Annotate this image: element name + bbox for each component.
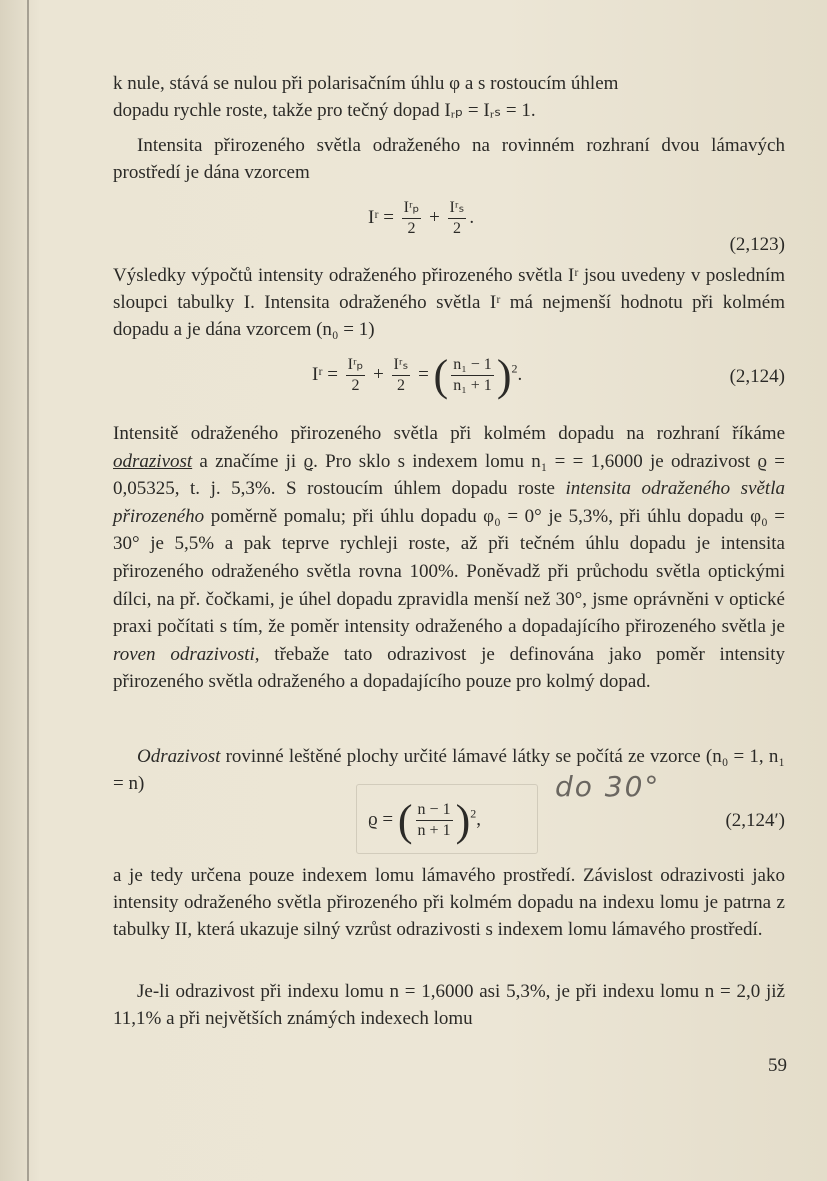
frac-num: Iʳₛ	[448, 198, 467, 219]
frac-den: 2	[407, 220, 416, 237]
equals-sign: =	[418, 363, 429, 385]
period: .	[469, 206, 475, 228]
comma: ,	[476, 808, 481, 830]
equation-number: (2,124)	[729, 366, 785, 387]
italic-phrase: roven odrazivosti	[113, 643, 255, 665]
paragraph-1	[113, 70, 785, 124]
text-span: rovinné leštěné plochy určité lámavé látky se počítá ze vzorce (n₀ = 1, n₁ = n)	[113, 746, 785, 794]
fraction	[448, 198, 467, 239]
eq-lhs: Iʳ =	[368, 206, 394, 228]
paragraph-text: Je-li odrazivost při indexu lomu n = 1,6000 asi 5,3%, je při indexu lomu n = 2,0 již 11,1% a při největších známých indexech lomu	[113, 981, 785, 1029]
italic-term: Odrazivost	[137, 746, 221, 767]
paragraph-2	[113, 132, 785, 186]
exponent: 2	[511, 361, 518, 376]
equation-number: (2,123)	[729, 234, 785, 255]
frac-den: 2	[396, 377, 405, 394]
frac-num: Iʳₛ	[392, 355, 411, 376]
text-span: , třebaže tato odrazivost je definována jako poměr intensity přirozeného světla odraženého a dopadajícího pouze pro kolmý dopad.	[113, 643, 785, 693]
fraction	[416, 800, 453, 841]
paragraph-text	[113, 420, 785, 696]
page-number: 59	[768, 1055, 787, 1076]
frac-num: n₁ − 1	[451, 355, 494, 376]
text-span: . Pro sklo s indexem lomu n₁ = = 1,6000 je odrazivost ϱ = 0,05325, t. j. 5,3%. S rostoucím úhlem dopadu roste	[113, 450, 785, 500]
binding-edge	[27, 0, 29, 1181]
fraction	[402, 198, 422, 239]
paragraph-text: Intensita přirozeného světla odraženého na rovinném rozhraní dvou lámavých prostředí je dána vzorcem	[113, 135, 785, 183]
italic-phrase: intensita odraženého světla přirozeného	[113, 478, 785, 527]
paragraph-3	[113, 262, 785, 343]
eq-lhs: ϱ =	[368, 808, 394, 830]
frac-num: n − 1	[416, 800, 453, 821]
right-paren: )	[496, 351, 512, 400]
text-line: dopadu rychle roste, takže pro tečný dopad Iᵣₚ = Iᵣₛ = 1.	[113, 100, 536, 121]
exponent: 2	[470, 806, 477, 821]
fraction	[451, 355, 494, 396]
eq-lhs: Iʳ =	[312, 363, 338, 385]
text-span: Intensitě odraženého přirozeného světla při kolmém dopadu na rozhraní říkáme	[113, 423, 785, 444]
paragraph-text: a je tedy určena pouze indexem lomu lámavého prostředí. Závislost odrazivosti jako intensity odraženého světla přirozeného při kolmém dopadu na indexu lomu je patrna z tabulky II, která ukazuje silný vzrůst odrazivosti s indexem lomu lámavého prostředí.	[113, 865, 785, 940]
left-paren: (	[397, 796, 413, 845]
paragraph-4	[113, 420, 785, 696]
frac-den: 2	[452, 220, 461, 237]
frac-den: 2	[351, 377, 360, 394]
right-paren: )	[455, 796, 471, 845]
text-span: a značíme ji	[192, 450, 304, 472]
plus-sign: +	[373, 363, 384, 385]
text-line: k nule, stává se nulou při polarisačním úhlu φ a s rostoucím úhlem	[113, 73, 619, 94]
equation-number: (2,124′)	[725, 810, 785, 831]
plus-sign: +	[429, 206, 440, 228]
frac-num: Iʳₚ	[402, 198, 422, 219]
left-paren: (	[433, 351, 449, 400]
equation-2-123	[368, 198, 474, 239]
frac-den: n + 1	[417, 822, 451, 839]
frac-num: Iʳₚ	[346, 355, 366, 376]
symbol-rho: ϱ	[303, 450, 314, 472]
handwritten-note: do 30°	[555, 770, 661, 803]
fraction	[346, 355, 366, 396]
frac-den: n₁ + 1	[453, 377, 492, 394]
period: .	[517, 363, 523, 385]
paragraph-6	[113, 862, 785, 943]
paragraph-7	[113, 978, 785, 1032]
text-span: poměrně pomalu; při úhlu dopadu φ₀ = 0° je 5,3%, při úhlu dopadu φ₀ = 30° je 5,5% a pak teprve rychleji roste, až při tečném úhlu dopadu je intensita přirozeného odraženého světla rovna 100%. Poněvadž při průchodu světla optickými dílci, na př. čočkami, je úhel dopadu zpravidla menší než 30°, jsme oprávněni v optické praxi počítati s tím, že poměr intensity odraženého a dopadajícího přirozeného světla je	[113, 505, 785, 638]
paragraph-text: Výsledky výpočtů intensity odraženého přirozeného světla Iʳ jsou uvedeny v posledním sloupci tabulky I. Intensita odraženého světla Iʳ má nejmenší hodnotu při kolmém dopadu a je dána vzorcem (n₀ = 1)	[113, 265, 785, 340]
equation-2-124	[312, 350, 522, 401]
term-odrazivost: odrazivost	[113, 450, 193, 472]
fraction	[392, 355, 411, 396]
equation-2-124-prime	[368, 795, 481, 846]
